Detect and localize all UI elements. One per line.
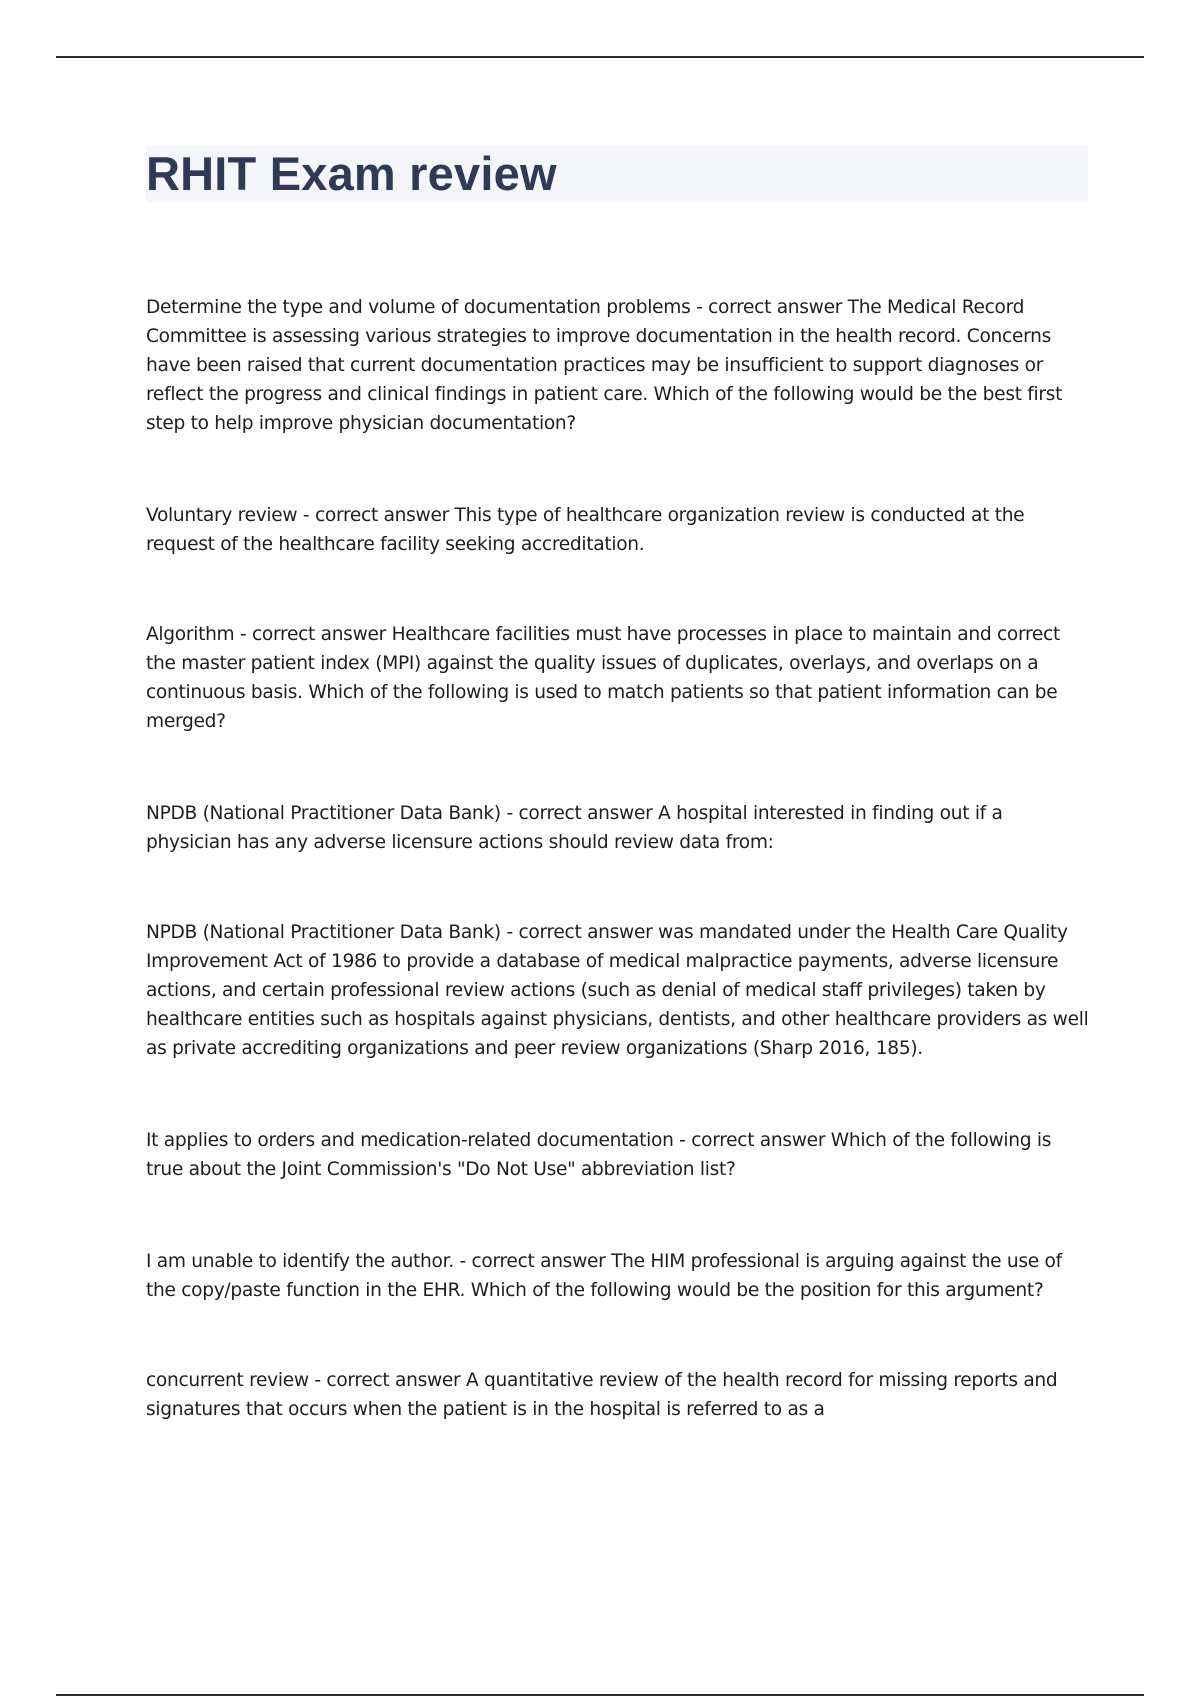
qa-entry-5: NPDB (National Practitioner Data Bank) - correct answer was mandated under the Health Care Quality Improvement Act of 1986 to provide a database of medical malpractice payments, adverse licensure actions, and certain professional review actions (such as denial of medical staff privileges) taken by healthcare entities such as hospitals against physicians, dentists, and other healthcare providers as well as private accrediting organizations and peer review organizations (Sharp 2016, 185). bbox=[146, 922, 1089, 1059]
bottom-divider bbox=[56, 1694, 1144, 1696]
qa-entry-8: concurrent review - correct answer A quantitative review of the health record for missing reports and signatures that occurs when the patient is in the hospital is referred to as a bbox=[146, 1370, 1058, 1420]
qa-entry-6: It applies to orders and medication-related documentation - correct answer Which of the following is true about the Joint Commission's "Do Not Use" abbreviation list? bbox=[146, 1130, 1052, 1180]
page-title: RHIT Exam review bbox=[146, 147, 557, 200]
qa-entry-2: Voluntary review - correct answer This type of healthcare organization review is conducted at the request of the healthcare facility seeking accreditation. bbox=[146, 505, 1025, 555]
top-divider bbox=[56, 56, 1144, 58]
qa-entry-7: I am unable to identify the author. - correct answer The HIM professional is arguing against the use of the copy/paste function in the EHR. Which of the following would be the position for this argument? bbox=[146, 1251, 1062, 1301]
qa-entry-4: NPDB (National Practitioner Data Bank) - correct answer A hospital interested in finding out if a physician has any adverse licensure actions should review data from: bbox=[146, 803, 1003, 853]
qa-entry-1: Determine the type and volume of documentation problems - correct answer The Medical Record Committee is assessing various strategies to improve documentation in the health record. Concerns have been raised that current documentation practices may be insufficient to support diagnoses or reflect the progress and clinical findings in patient care. Which of the following would be the best first step to help improve physician documentation? bbox=[146, 297, 1063, 434]
qa-entry-3: Algorithm - correct answer Healthcare facilities must have processes in place to maintain and correct the master patient index (MPI) against the quality issues of duplicates, overlays, and overlaps on a continuous basis. Which of the following is used to match patients so that patient information can be merged? bbox=[146, 624, 1060, 732]
